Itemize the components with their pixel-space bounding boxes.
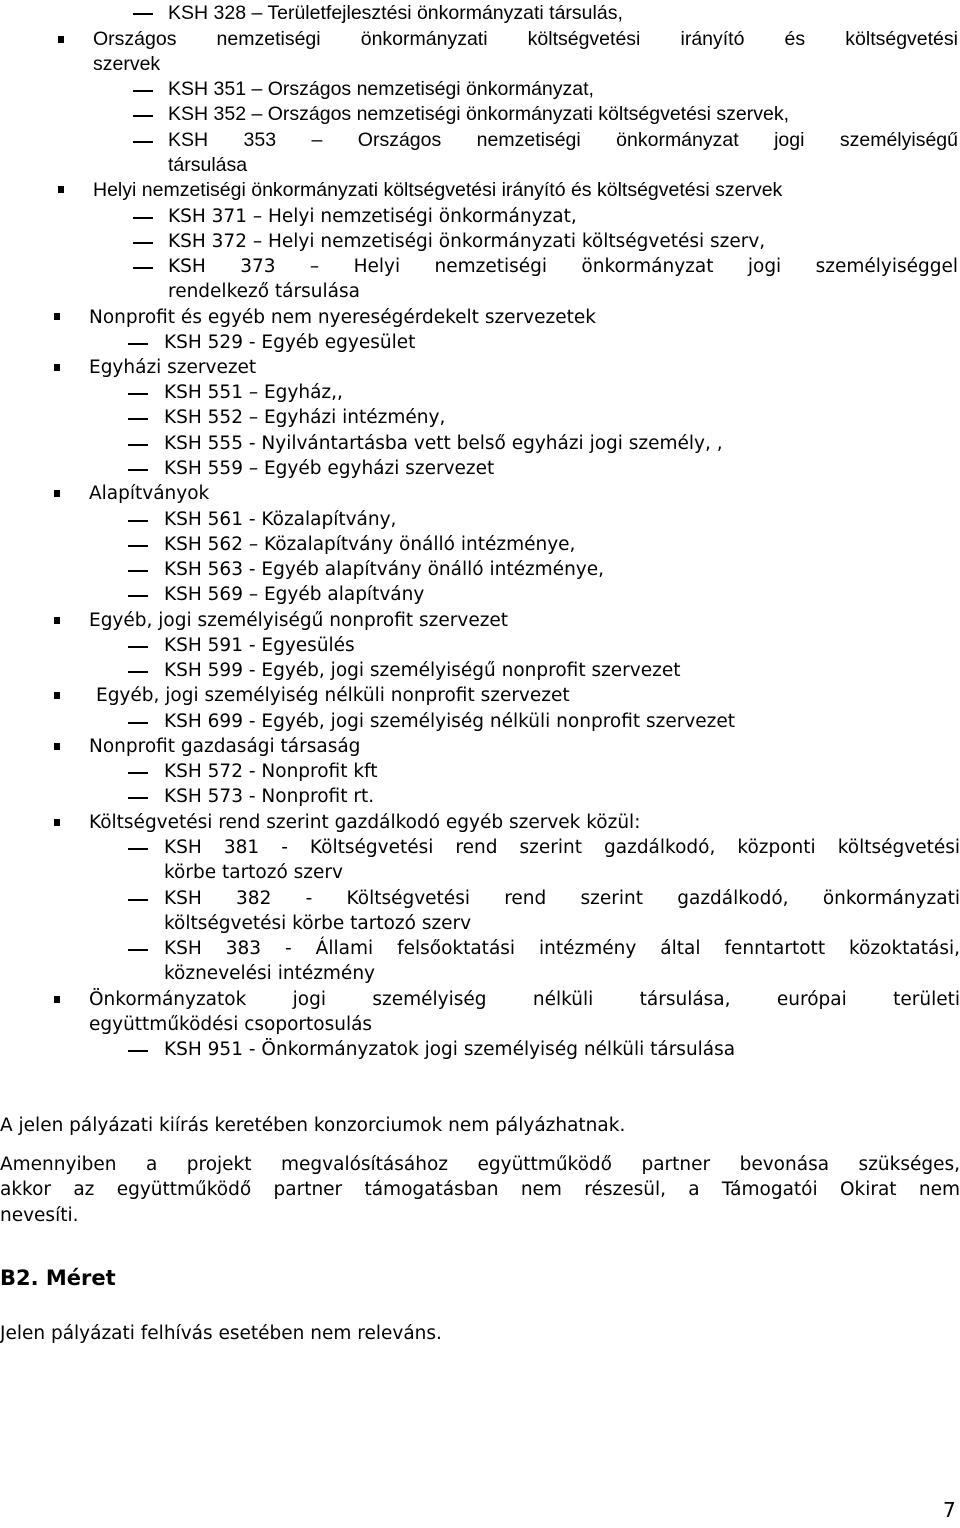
list-item: KSH 372 – Helyi nemzetiségi önkormányzati költségvetési szerv, bbox=[168, 231, 766, 252]
dash-marker bbox=[128, 797, 148, 799]
list-item: KSH 351 – Országos nemzetiségi önkormányzat, bbox=[168, 78, 594, 100]
square-bullet-icon bbox=[54, 617, 60, 624]
list-item: Nonprofit gazdasági társaság bbox=[89, 736, 361, 757]
list-item: Helyi nemzetiségi önkormányzati költségvetési irányító és költségvetési szervek bbox=[93, 179, 783, 201]
dash-marker bbox=[133, 217, 153, 219]
section-heading: B2. Méret bbox=[0, 1266, 116, 1290]
list-item: KSH 381 - Költségvetési rend szerint gazdálkodó, központi költségvetési bbox=[164, 837, 960, 858]
dash-marker bbox=[133, 242, 153, 244]
list-item-continuation: rendelkező társulása bbox=[168, 281, 360, 302]
dash-marker bbox=[128, 520, 148, 522]
square-bullet-icon bbox=[58, 186, 64, 193]
paragraph-line: nevesíti. bbox=[0, 1205, 79, 1226]
square-bullet-icon bbox=[54, 364, 60, 371]
dash-marker bbox=[133, 90, 153, 92]
list-item: KSH 352 – Országos nemzetiségi önkormányzati költségvetési szervek, bbox=[168, 103, 790, 125]
dash-marker bbox=[128, 722, 148, 724]
list-item: KSH 328 – Területfejlesztési önkormányzati társulás, bbox=[168, 2, 623, 24]
list-item: KSH 561 - Közalapítvány, bbox=[164, 509, 397, 530]
list-item: KSH 572 - Nonprofit kft bbox=[164, 761, 378, 782]
dash-marker bbox=[128, 772, 148, 774]
dash-marker bbox=[128, 595, 148, 597]
list-item: Egyéb, jogi személyiségű nonprofit szervezet bbox=[89, 610, 509, 631]
list-item: Országos nemzetiségi önkormányzati költségvetési irányító és költségvetési bbox=[93, 28, 958, 50]
paragraph-line: akkor az együttműködő partner támogatásban nem részesül, a Támogatói Okirat nem bbox=[0, 1179, 960, 1200]
list-item: KSH 569 – Egyéb alapítvány bbox=[164, 584, 425, 605]
list-item: Költségvetési rend szerint gazdálkodó egyéb szervek közül: bbox=[89, 812, 641, 833]
list-item-continuation: köznevelési intézmény bbox=[164, 963, 375, 984]
dash-marker bbox=[128, 469, 148, 471]
list-item: KSH 552 – Egyházi intézmény, bbox=[164, 407, 446, 428]
list-item-continuation: társulása bbox=[168, 154, 248, 176]
list-item: KSH 529 - Egyéb egyesület bbox=[164, 332, 416, 353]
list-item: KSH 573 - Nonprofit rt. bbox=[164, 786, 375, 807]
list-item: KSH 563 - Egyéb alapítvány önálló intézménye, bbox=[164, 559, 604, 580]
dash-marker bbox=[128, 570, 148, 572]
dash-marker bbox=[128, 418, 148, 420]
list-item: Nonprofit és egyéb nem nyereségérdekelt szervezetek bbox=[89, 307, 596, 328]
page-number: 7 bbox=[943, 1498, 956, 1522]
dash-marker bbox=[133, 115, 153, 117]
list-item: KSH 382 - Költségvetési rend szerint gazdálkodó, önkormányzati bbox=[164, 888, 960, 909]
dash-marker bbox=[128, 444, 148, 446]
list-item: Egyéb, jogi személyiség nélküli nonprofit szervezet bbox=[96, 685, 570, 706]
dash-marker bbox=[128, 848, 148, 850]
square-bullet-icon bbox=[54, 996, 60, 1003]
dash-marker bbox=[128, 949, 148, 951]
paragraph-line: Amennyiben a projekt megvalósításához együttműködő partner bevonása szükséges, bbox=[0, 1154, 960, 1175]
dash-marker bbox=[128, 899, 148, 901]
list-item: Önkormányzatok jogi személyiség nélküli társulása, európai területi bbox=[89, 989, 960, 1010]
list-item-continuation: költségvetési körbe tartozó szerv bbox=[164, 913, 472, 934]
dash-marker bbox=[128, 343, 148, 345]
square-bullet-icon bbox=[58, 36, 64, 43]
list-item: KSH 555 - Nyilvántartásba vett belső egyházi jogi személy, , bbox=[164, 433, 723, 454]
square-bullet-icon bbox=[54, 743, 60, 750]
list-item: KSH 371 – Helyi nemzetiségi önkormányzat, bbox=[168, 206, 577, 227]
dash-marker bbox=[128, 393, 148, 395]
list-item: KSH 551 – Egyház,, bbox=[164, 382, 343, 403]
list-item: KSH 353 – Országos nemzetiségi önkormányzat jogi személyiségű bbox=[168, 129, 958, 151]
dash-marker bbox=[128, 671, 148, 673]
square-bullet-icon bbox=[54, 692, 60, 699]
dash-marker bbox=[133, 13, 153, 15]
list-item: KSH 562 – Közalapítvány önálló intézménye, bbox=[164, 534, 576, 555]
list-item: Alapítványok bbox=[89, 483, 210, 504]
consortium-paragraph: A jelen pályázati kiírás keretében konzorciumok nem pályázhatnak. bbox=[0, 1115, 626, 1136]
list-item-continuation: szervek bbox=[93, 53, 161, 75]
list-item: KSH 373 – Helyi nemzetiségi önkormányzat jogi személyiséggel bbox=[168, 256, 958, 277]
list-item: KSH 559 – Egyéb egyházi szervezet bbox=[164, 458, 495, 479]
dash-marker bbox=[128, 1050, 148, 1052]
dash-marker bbox=[128, 646, 148, 648]
list-item: KSH 591 - Egyesülés bbox=[164, 635, 355, 656]
not-relevant-paragraph: Jelen pályázati felhívás esetében nem releváns. bbox=[0, 1323, 442, 1344]
dash-marker bbox=[133, 267, 153, 269]
dash-marker bbox=[128, 545, 148, 547]
list-item-continuation: együttműködési csoportosulás bbox=[89, 1014, 373, 1035]
square-bullet-icon bbox=[54, 313, 60, 320]
square-bullet-icon bbox=[54, 490, 60, 497]
list-item: KSH 951 - Önkormányzatok jogi személyiség nélküli társulása bbox=[164, 1039, 736, 1060]
list-item: KSH 699 - Egyéb, jogi személyiség nélküli nonprofit szervezet bbox=[164, 711, 736, 732]
list-item-continuation: körbe tartozó szerv bbox=[164, 862, 343, 883]
dash-marker bbox=[133, 141, 153, 143]
list-item: Egyházi szervezet bbox=[89, 357, 257, 378]
list-item: KSH 383 - Állami felsőoktatási intézmény által fenntartott közoktatási, bbox=[164, 938, 960, 959]
list-item: KSH 599 - Egyéb, jogi személyiségű nonprofit szervezet bbox=[164, 660, 681, 681]
square-bullet-icon bbox=[54, 819, 60, 826]
